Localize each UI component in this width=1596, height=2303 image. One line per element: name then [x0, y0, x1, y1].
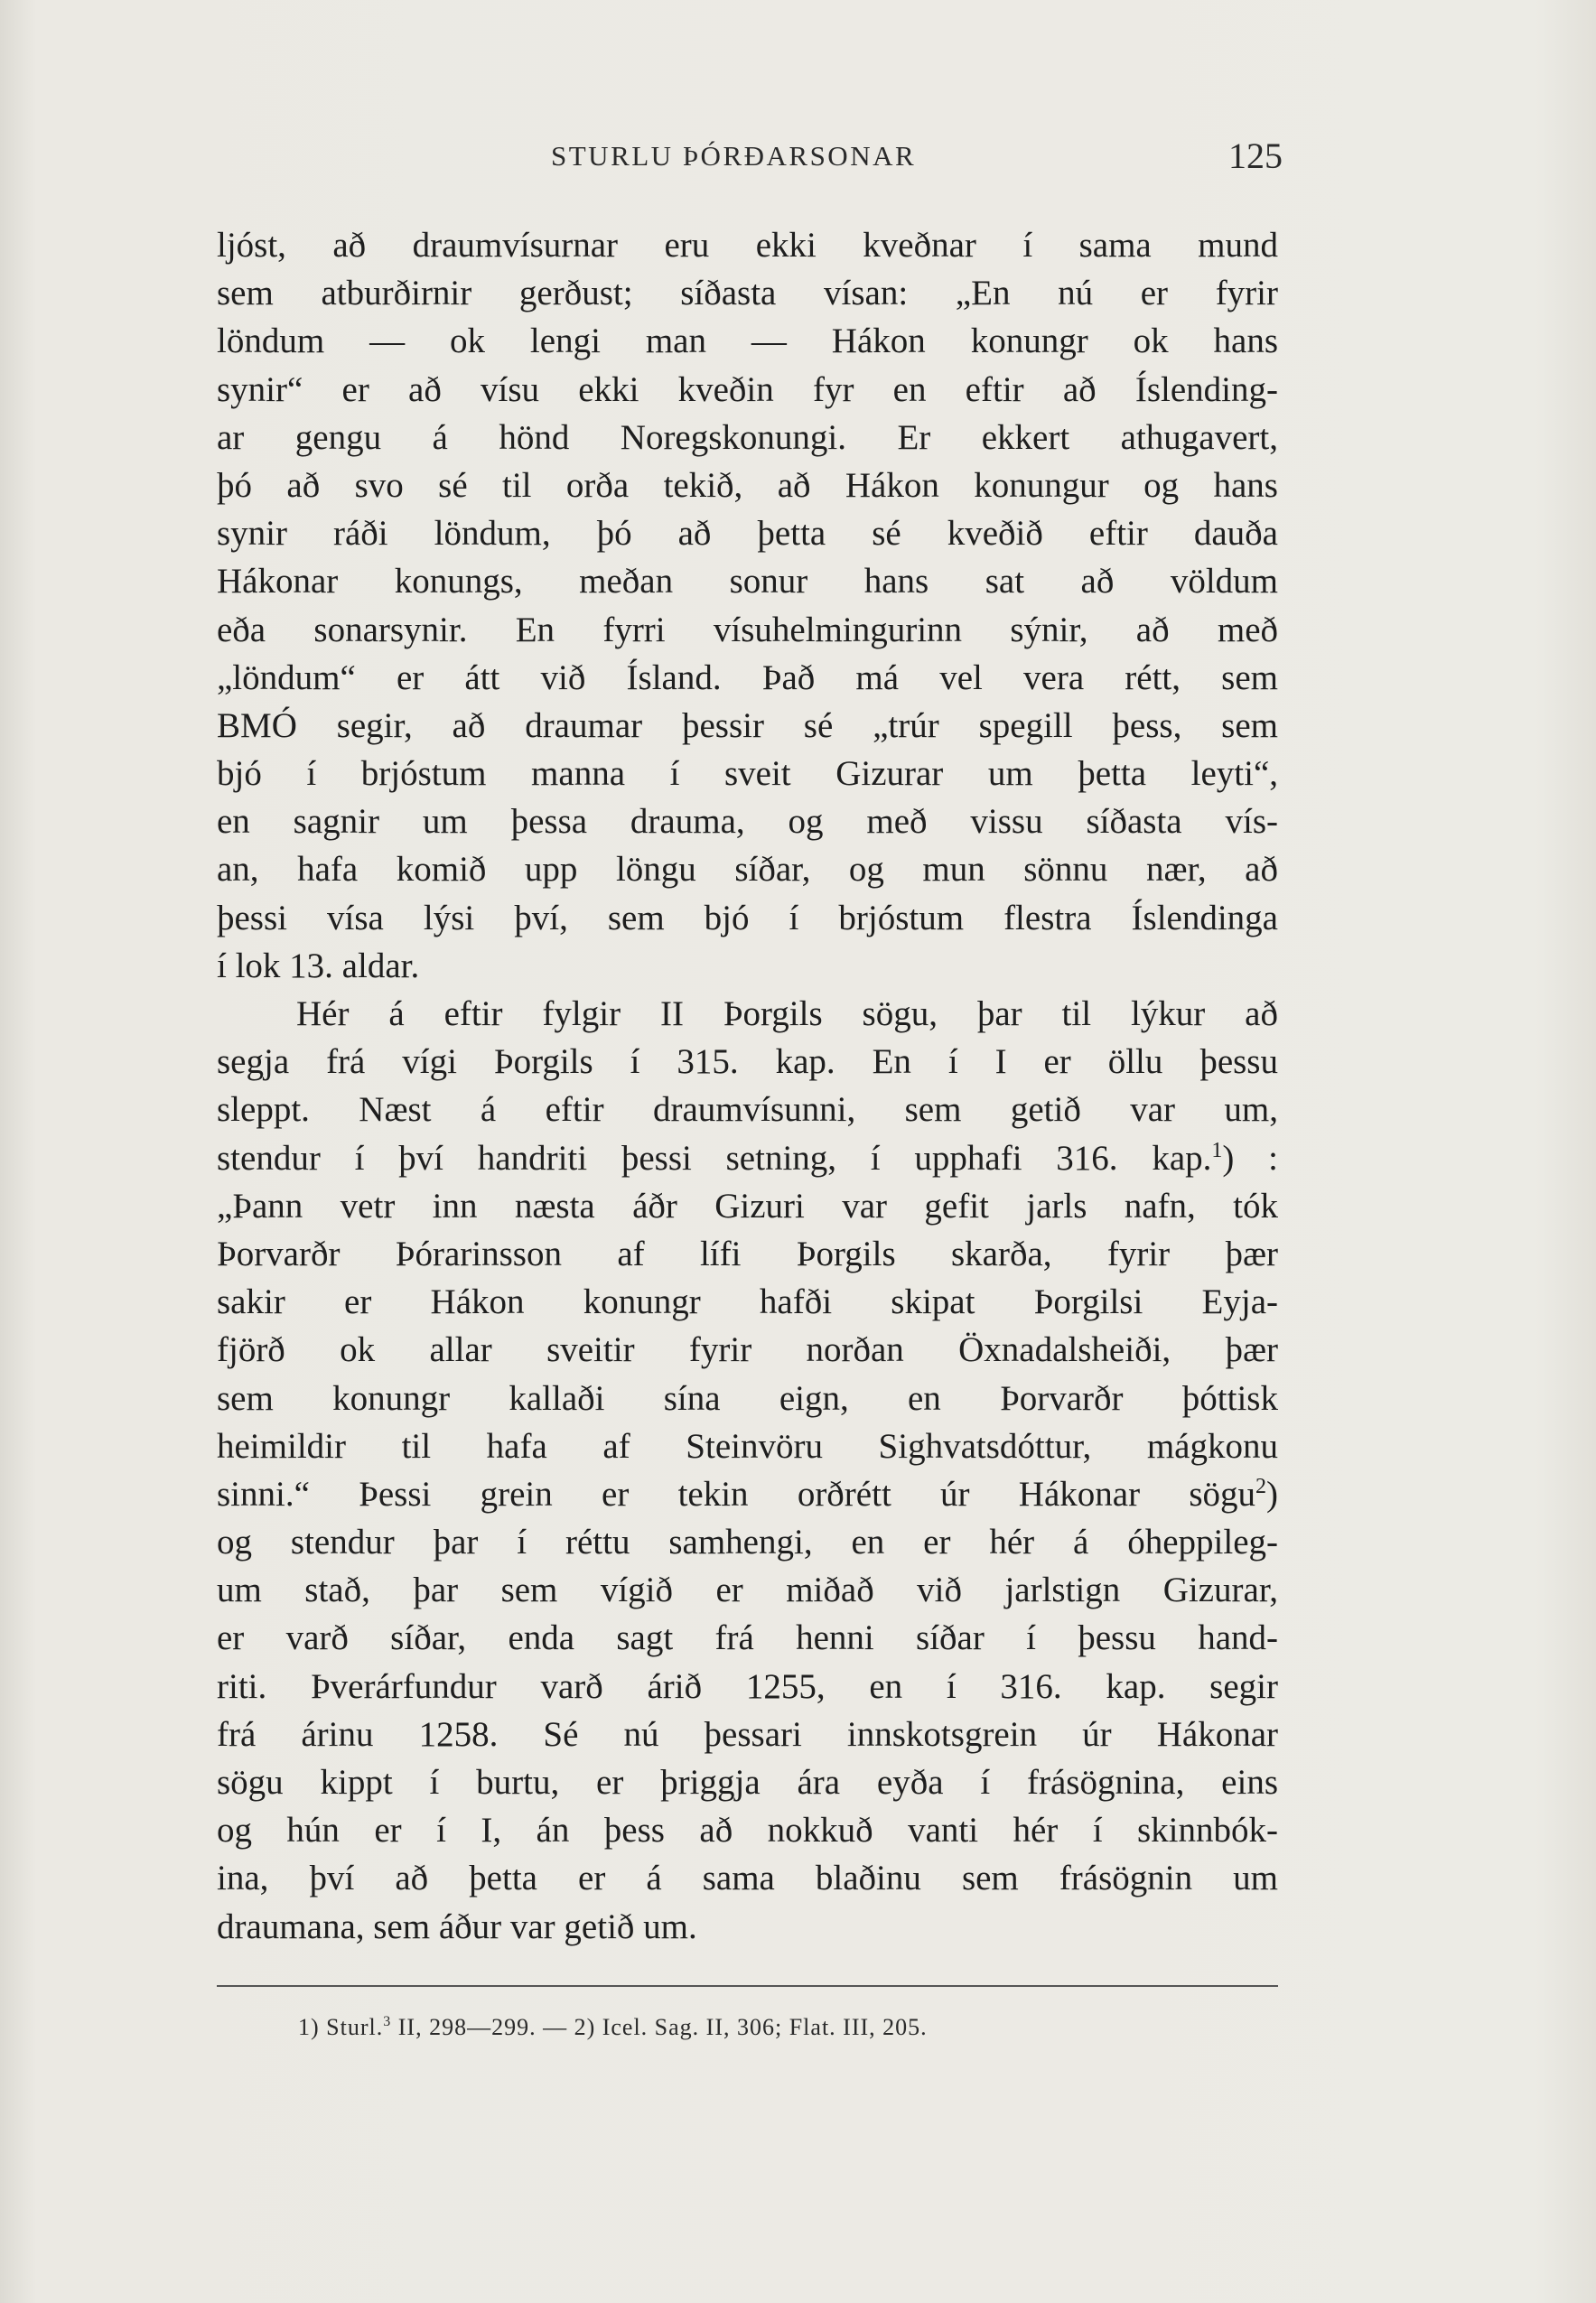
text-line: sakir er Hákon konungr hafði skipat Þorgilsi Eyja-: [217, 1282, 1278, 1322]
paragraph-start-line: Hér á eftir fylgir II Þorgils sögu, þar til lýkur að: [296, 994, 1278, 1033]
footnote-ref-1: 1: [1211, 1138, 1223, 1162]
text-line: sögu kippt í burtu, er þriggja ára eyða í frásögnina, eins: [217, 1763, 1278, 1802]
text-line: heimildir til hafa af Steinvöru Sighvatsdóttur, mágkonu: [217, 1426, 1278, 1466]
text-line: BMÓ segir, að draumar þessir sé „trúr spegill þess, sem: [217, 705, 1278, 745]
text-line: synir“ er að vísu ekki kveðin fyr en eftir að Íslending-: [217, 369, 1278, 409]
text-line: synir ráði löndum, þó að þetta sé kveðið eftir dauða: [217, 514, 1278, 554]
text-line: Hákonar konungs, meðan sonur hans sat að völdum: [217, 562, 1278, 601]
text-line: en sagnir um þessa drauma, og með vissu síðasta vís-: [217, 802, 1278, 842]
text-line: riti. Þverárfundur varð árið 1255, en í 316. kap. segir: [217, 1666, 1278, 1706]
text-line: an, hafa komið upp löngu síðar, og mun sönnu nær, að: [217, 850, 1278, 890]
text-line: bjó í brjóstum manna í sveit Gizurar um þetta leyti“,: [217, 754, 1278, 794]
text-line: sem konungr kallaði sína eign, en Þorvarðr þóttisk: [217, 1378, 1278, 1418]
text-line: þó að svo sé til orða tekið, að Hákon konungur og hans: [217, 465, 1278, 505]
text-line: löndum — ok lengi man — Hákon konungr ok hans: [217, 322, 1278, 361]
text-line: „Þann vetr inn næsta áðr Gizuri var gefit jarls nafn, tók: [217, 1186, 1278, 1226]
text-line: og hún er í I, án þess að nokkuð vanti hér í skinnbók-: [217, 1811, 1278, 1851]
footnotes: [298, 2014, 928, 2041]
text-line-with-footnote-ref: sinni.“ Þessi grein er tekin orðrétt úr Hákonar sögu$^2$): [217, 1474, 1278, 1514]
footnote-superscript: 3: [383, 2014, 392, 2029]
text-line: draumana, sem áður var getið um.: [217, 1907, 697, 1946]
text-line: „löndum“ er átt við Ísland. Það má vel vera rétt, sem: [217, 657, 1278, 697]
text-line: og stendur þar í réttu samhengi, en er hér á óheppileg-: [217, 1523, 1278, 1562]
line-text: sinni.“ Þessi grein er tekin orðrétt úr Hákonar sögu: [217, 1474, 1255, 1514]
footnote-sturl: Sturl.: [326, 2014, 384, 2040]
text-line: er varð síðar, enda sagt frá henni síðar í þessu hand-: [217, 1618, 1278, 1658]
footnote-divider: [217, 1985, 1278, 1987]
text-line: eða sonarsynir. En fyrri vísuhelmingurinn sýnir, að með: [217, 610, 1278, 649]
text-line: ar gengu á hönd Noregskonungi. Er ekkert athugavert,: [217, 417, 1278, 457]
text-line: um stað, þar sem vígið er miðað við jarlstign Gizurar,: [217, 1571, 1278, 1610]
text-line: fjörð ok allar sveitir fyrir norðan Öxnadalsheiði, þær: [217, 1330, 1278, 1370]
footnote-label: 1): [298, 2014, 320, 2040]
text-line: frá árinu 1258. Sé nú þessari innskotsgrein úr Hákonar: [217, 1714, 1278, 1754]
body-text: [217, 221, 1278, 1951]
page-header: [221, 135, 1283, 185]
text-line: sem atburðirnir gerðust; síðasta vísan: „En nú er fyrir: [217, 274, 1278, 313]
line-text: stendur í því handriti þessi setning, í upphafi 316. kap.: [217, 1138, 1212, 1178]
text-line: Þorvarðr Þórarinsson af lífi Þorgils skarða, fyrir þær: [217, 1234, 1278, 1273]
running-title: STURLU ÞÓRÐARSONAR: [551, 140, 917, 172]
footnote-rest: II, 298—299. — 2) Icel. Sag. II, 306; Flat. III, 205.: [397, 2014, 928, 2040]
text-line: ina, því að þetta er á sama blaðinu sem frásögnin um: [217, 1859, 1278, 1898]
text-line: ljóst, að draumvísurnar eru ekki kveðnar í sama mund: [217, 226, 1278, 265]
text-line-with-footnote-ref: stendur í því handriti þessi setning, í upphafi 316. kap.$^1$) :: [217, 1138, 1278, 1178]
text-line: þessi vísa lýsi því, sem bjó í brjóstum flestra Íslendinga: [217, 898, 1278, 937]
text-line: í lok 13. aldar.: [217, 946, 420, 985]
text-line: sleppt. Næst á eftir draumvísunni, sem getið var um,: [217, 1090, 1278, 1130]
text-line: segja frá vígi Þorgils í 315. kap. En í I er öllu þessu: [217, 1042, 1278, 1082]
page-number: 125: [1228, 135, 1283, 176]
footnote-ref-2: 2: [1255, 1474, 1266, 1498]
